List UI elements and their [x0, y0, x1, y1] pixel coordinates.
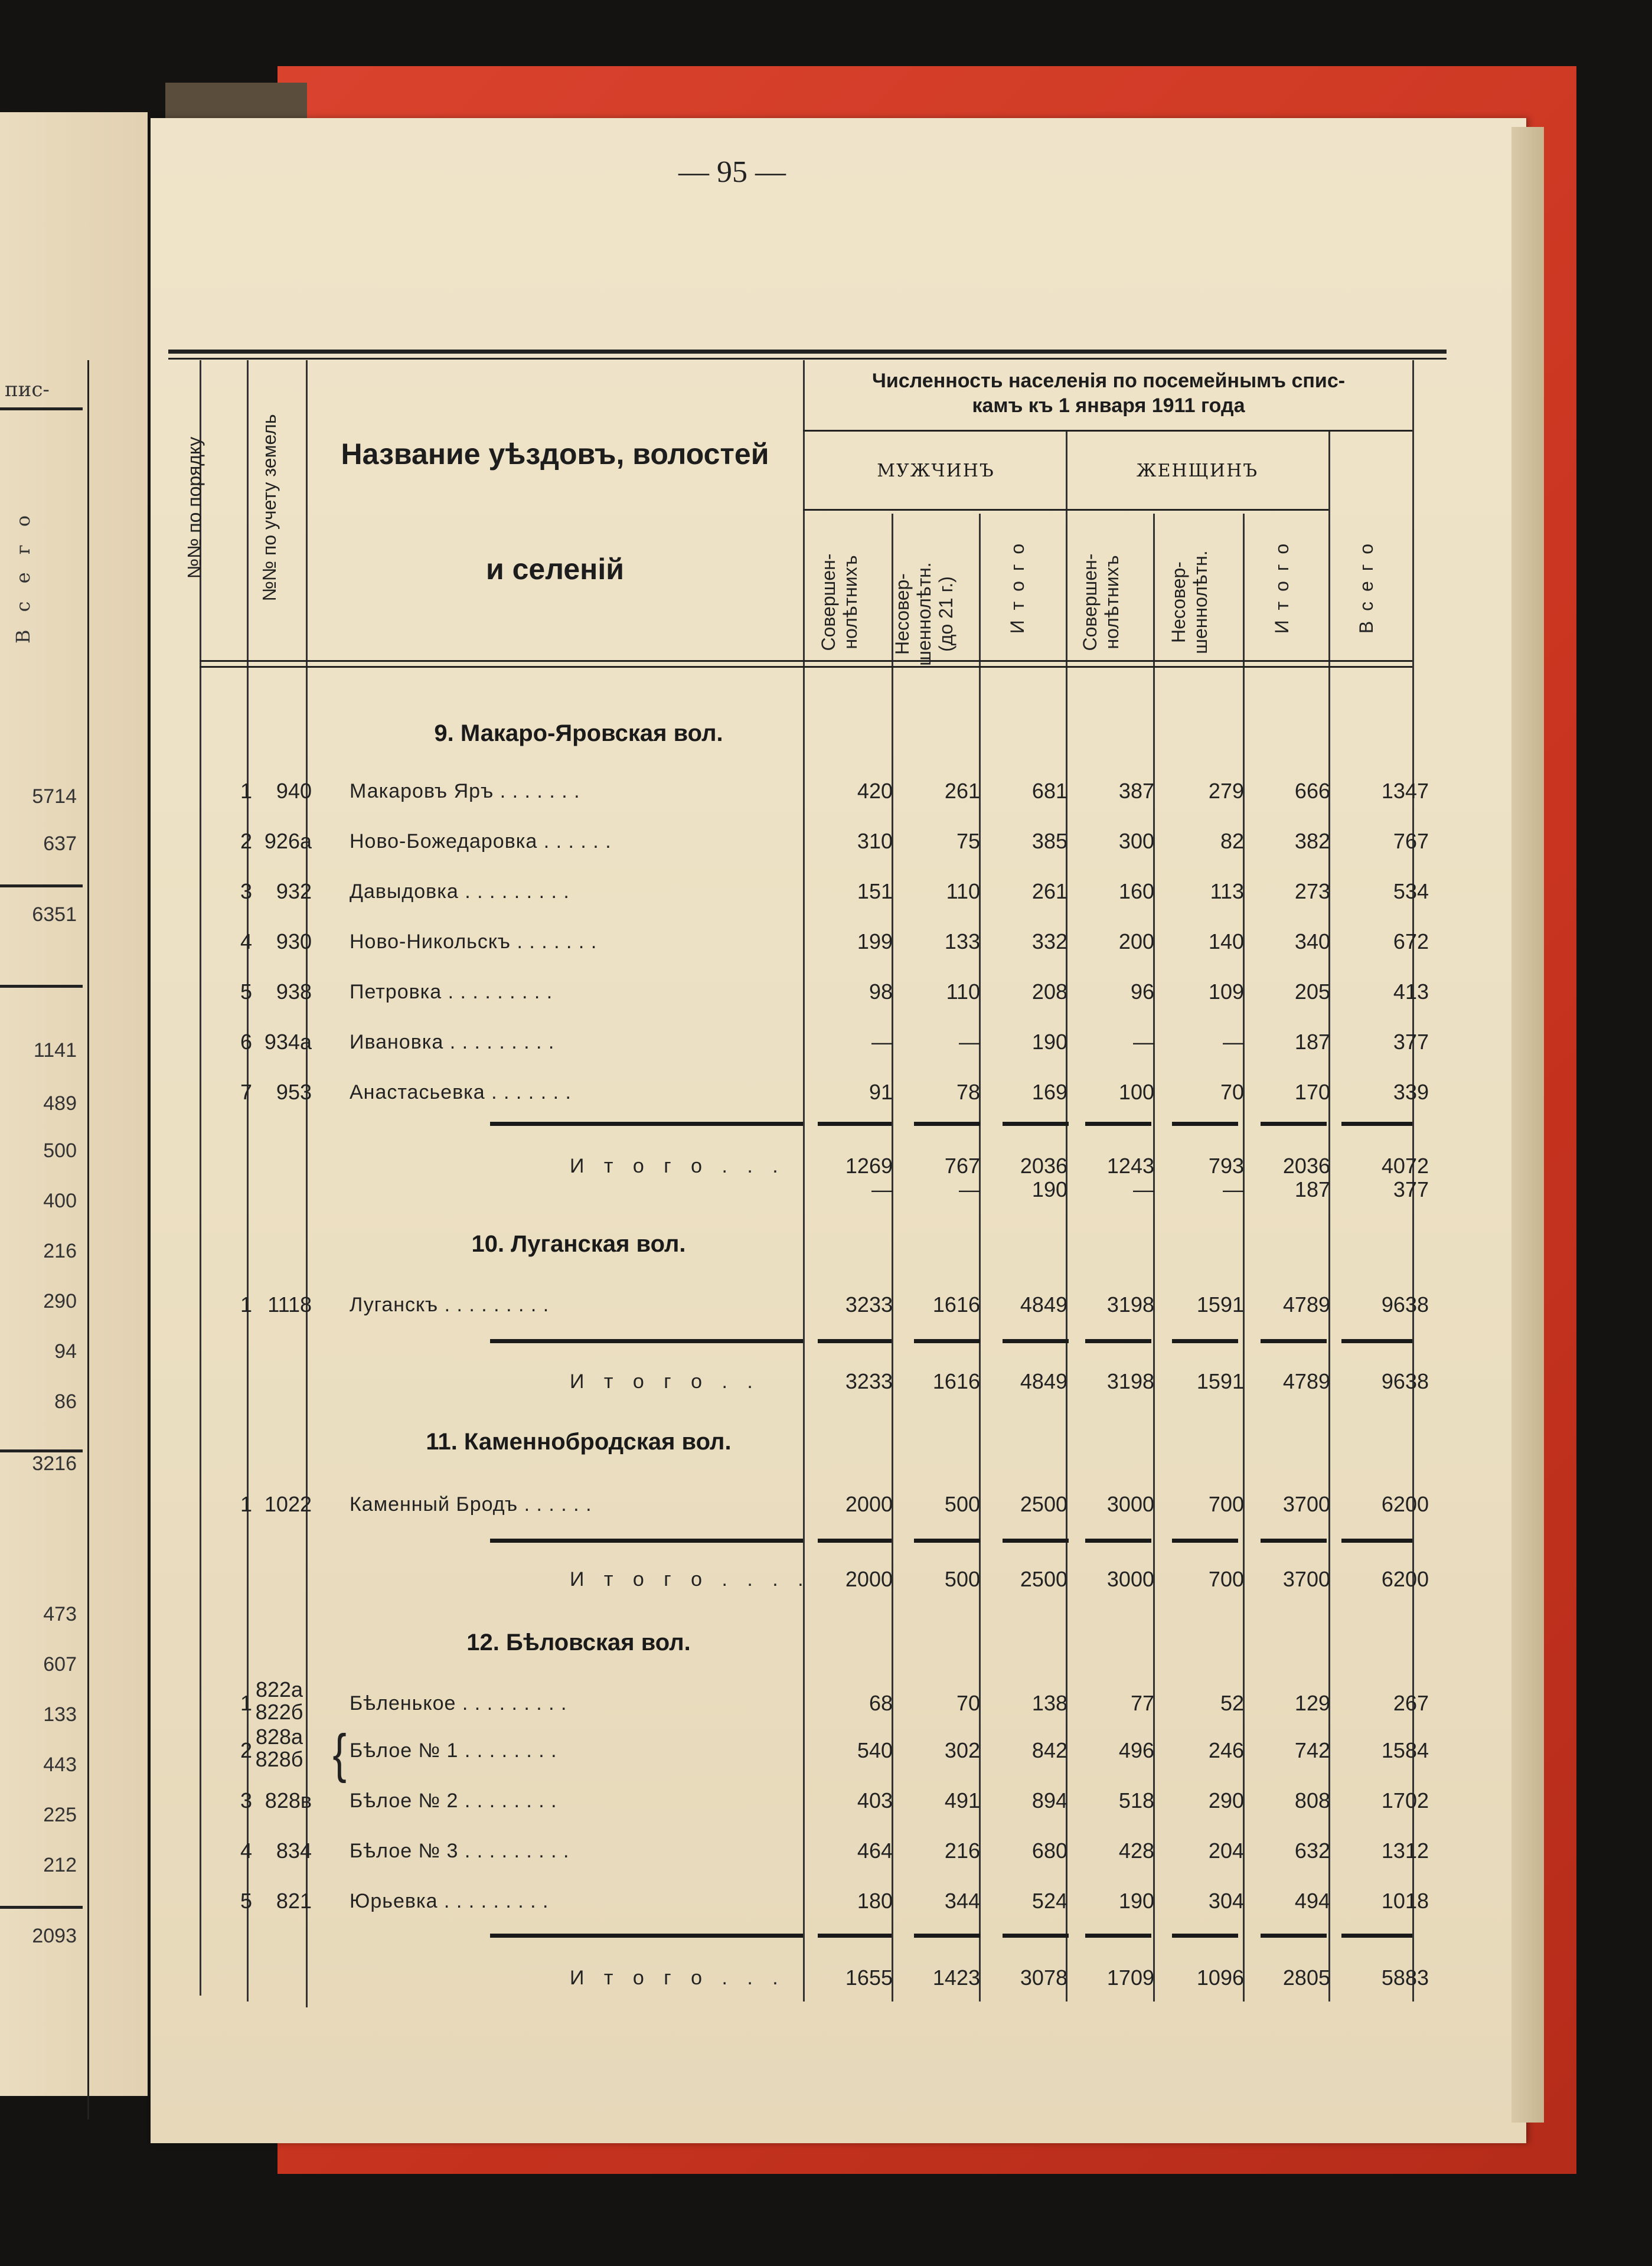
- value-cell: —: [871, 1030, 893, 1054]
- value-cell: 6200: [1381, 1567, 1429, 1591]
- value-cell: 1709: [1106, 1965, 1154, 1990]
- settlement-name: Анастасьевка . . . . . . .: [350, 1081, 572, 1103]
- total-rule: [1261, 1934, 1327, 1938]
- value-cell: 496: [1118, 1738, 1154, 1762]
- total-rule: [1003, 1122, 1069, 1126]
- value-cell: 1702: [1381, 1788, 1429, 1813]
- value-cell: 524: [1031, 1889, 1067, 1913]
- value-cell: —: [1133, 1177, 1154, 1201]
- value-cell: 4789: [1282, 1292, 1330, 1317]
- row-order-number: 5: [240, 979, 252, 1004]
- value-cell: 1243: [1106, 1154, 1154, 1178]
- settlement-name: Ново-Божедаровка . . . . . .: [350, 830, 612, 853]
- left-page-number: 489: [43, 1092, 77, 1115]
- total-rule: [1172, 1122, 1238, 1126]
- total-rule: [1261, 1339, 1327, 1343]
- value-cell: 109: [1208, 979, 1244, 1004]
- value-cell: 96: [1130, 979, 1154, 1004]
- section-title: 10. Луганская вол.: [471, 1231, 686, 1257]
- value-cell: 91: [869, 1080, 893, 1104]
- header-women-minors: Несовер- шеннолѣтн.: [1168, 550, 1211, 654]
- value-cell: 302: [944, 1738, 980, 1762]
- value-cell: 77: [1130, 1691, 1154, 1715]
- row-land-number: 822а 822б: [255, 1677, 303, 1724]
- header-name-line2: и селеній: [486, 553, 624, 586]
- header-men-total: И т о г о: [1007, 541, 1028, 634]
- col-divider: [979, 514, 981, 2001]
- value-cell: 377: [1393, 1177, 1429, 1201]
- value-cell: 1616: [932, 1369, 980, 1393]
- value-cell: 382: [1294, 829, 1330, 853]
- total-rule: [1341, 1934, 1412, 1938]
- value-cell: 672: [1393, 929, 1429, 954]
- value-cell: 2500: [1020, 1492, 1067, 1516]
- value-cell: 793: [1208, 1154, 1244, 1178]
- total-rule: [1003, 1339, 1069, 1343]
- row-land-number: 828а 828б: [255, 1725, 303, 1771]
- value-cell: 98: [869, 979, 893, 1004]
- value-cell: 2805: [1282, 1965, 1330, 1990]
- row-land-number: 930: [276, 929, 312, 954]
- value-cell: 279: [1208, 779, 1244, 803]
- row-land-number: 932: [276, 879, 312, 903]
- left-page-number: 607: [43, 1653, 77, 1676]
- row-land-number: 940: [276, 779, 312, 803]
- value-cell: 2036: [1020, 1154, 1067, 1178]
- value-cell: 187: [1294, 1177, 1330, 1201]
- value-cell: 169: [1031, 1080, 1067, 1104]
- total-rule: [818, 1122, 892, 1126]
- row-land-number: 938: [276, 979, 312, 1004]
- row-order-number: 6: [240, 1030, 252, 1054]
- left-page-number: 1141: [33, 1039, 77, 1062]
- value-cell: 190: [1031, 1177, 1067, 1201]
- total-rule: [490, 1539, 803, 1543]
- value-cell: 500: [944, 1567, 980, 1591]
- left-page-vertical-header: В с е г о: [12, 509, 34, 644]
- value-cell: 500: [944, 1492, 980, 1516]
- value-cell: 82: [1220, 829, 1244, 853]
- value-cell: 261: [944, 779, 980, 803]
- value-cell: —: [1133, 1030, 1154, 1054]
- total-rule: [490, 1934, 803, 1938]
- value-cell: 246: [1208, 1738, 1244, 1762]
- total-rule: [818, 1934, 892, 1938]
- row-land-number: 821: [276, 1889, 312, 1913]
- header-women: ЖЕНЩИНЪ: [1136, 461, 1259, 481]
- value-cell: 1096: [1196, 1965, 1244, 1990]
- value-cell: 133: [944, 929, 980, 954]
- value-cell: 742: [1294, 1738, 1330, 1762]
- value-cell: 3000: [1106, 1492, 1154, 1516]
- header-men-minors: Несовер- шеннолѣтн. (до 21 г.): [892, 562, 956, 666]
- total-rule: [1341, 1339, 1412, 1343]
- settlement-name: Бѣлое № 2 . . . . . . . .: [350, 1790, 557, 1812]
- total-rule: [914, 1339, 980, 1343]
- value-cell: 403: [857, 1788, 893, 1813]
- value-cell: 632: [1294, 1839, 1330, 1863]
- settlement-name: Бѣленькое . . . . . . . . .: [350, 1692, 567, 1715]
- left-page-number: 500: [43, 1139, 77, 1162]
- value-cell: —: [1223, 1177, 1244, 1201]
- left-page-number: 290: [43, 1290, 77, 1312]
- value-cell: 3233: [845, 1292, 893, 1317]
- value-cell: 340: [1294, 929, 1330, 954]
- value-cell: 344: [944, 1889, 980, 1913]
- value-cell: 420: [857, 779, 893, 803]
- left-page-number: 3216: [32, 1452, 77, 1475]
- left-page-number: 2093: [32, 1925, 77, 1947]
- value-cell: 1312: [1381, 1839, 1429, 1863]
- row-land-number: 834: [276, 1839, 312, 1863]
- value-cell: 170: [1294, 1080, 1330, 1104]
- left-page-number: 216: [43, 1240, 77, 1262]
- value-cell: 1269: [845, 1154, 893, 1178]
- header-men-adults: Совершен- нолѣтнихъ: [818, 553, 861, 651]
- value-cell: 52: [1220, 1691, 1244, 1715]
- left-page-header-fragment: пис-: [5, 378, 50, 401]
- left-page-number: 94: [54, 1340, 77, 1363]
- value-cell: 100: [1118, 1080, 1154, 1104]
- row-order-number: 2: [240, 829, 252, 853]
- header-rule: [803, 509, 1328, 511]
- value-cell: 138: [1031, 1691, 1067, 1715]
- row-order-number: 1: [240, 779, 252, 803]
- left-page-number: 86: [54, 1390, 77, 1413]
- total-rule: [1341, 1539, 1412, 1543]
- total-rule: [818, 1539, 892, 1543]
- value-cell: 129: [1294, 1691, 1330, 1715]
- total-rule: [1003, 1539, 1069, 1543]
- value-cell: 304: [1208, 1889, 1244, 1913]
- value-cell: —: [959, 1030, 980, 1054]
- value-cell: 3000: [1106, 1567, 1154, 1591]
- header-order-number: №№ по порядку: [184, 436, 205, 579]
- total-rule: [490, 1339, 803, 1343]
- value-cell: 113: [1210, 879, 1244, 903]
- total-rule: [1003, 1934, 1069, 1938]
- header-land-number: №№ по учету земель: [259, 414, 280, 602]
- value-cell: 267: [1393, 1691, 1429, 1715]
- row-order-number: 1: [240, 1492, 252, 1516]
- total-rule: [1341, 1122, 1412, 1126]
- value-cell: 3078: [1020, 1965, 1067, 1990]
- header-population-line2: камъ къ 1 января 1911 года: [972, 394, 1245, 417]
- value-cell: 1591: [1196, 1369, 1244, 1393]
- value-cell: 70: [1220, 1080, 1244, 1104]
- value-cell: 4789: [1282, 1369, 1330, 1393]
- table-top-rule-thin: [168, 358, 1447, 360]
- value-cell: 428: [1118, 1839, 1154, 1863]
- value-cell: 151: [857, 879, 893, 903]
- total-rule: [1261, 1122, 1327, 1126]
- total-rule: [914, 1122, 980, 1126]
- itogo-label: И т о г о . .: [570, 1370, 760, 1393]
- value-cell: 2000: [845, 1492, 893, 1516]
- value-cell: 9638: [1381, 1292, 1429, 1317]
- value-cell: 3700: [1282, 1567, 1330, 1591]
- value-cell: 208: [1031, 979, 1067, 1004]
- value-cell: 190: [1118, 1889, 1154, 1913]
- value-cell: 534: [1393, 879, 1429, 903]
- settlement-name: Давыдовка . . . . . . . . .: [350, 880, 570, 903]
- total-rule: [1085, 1934, 1151, 1938]
- value-cell: 216: [944, 1839, 980, 1863]
- value-cell: 75: [956, 829, 980, 853]
- value-cell: 199: [857, 929, 893, 954]
- left-page-number: 5714: [32, 785, 77, 808]
- value-cell: 518: [1118, 1788, 1154, 1813]
- total-rule: [818, 1339, 892, 1343]
- value-cell: 3198: [1106, 1292, 1154, 1317]
- value-cell: 1347: [1381, 779, 1429, 803]
- value-cell: 9638: [1381, 1369, 1429, 1393]
- left-page-number: 400: [43, 1190, 77, 1212]
- value-cell: 273: [1294, 879, 1330, 903]
- total-rule: [1085, 1339, 1151, 1343]
- section-title: 11. Каменнобродская вол.: [426, 1429, 732, 1455]
- left-page-number: 637: [43, 832, 77, 855]
- value-cell: 4849: [1020, 1292, 1067, 1317]
- row-land-number: 953: [276, 1080, 312, 1104]
- table-top-rule: [168, 350, 1447, 354]
- value-cell: 2000: [845, 1567, 893, 1591]
- header-men: МУЖЧИНЪ: [877, 461, 995, 481]
- value-cell: 4849: [1020, 1369, 1067, 1393]
- value-cell: 339: [1393, 1080, 1429, 1104]
- value-cell: —: [1223, 1030, 1244, 1054]
- header-women-total: И т о г о: [1271, 541, 1292, 634]
- value-cell: 1423: [932, 1965, 980, 1990]
- header-women-adults: Совершен- нолѣтнихъ: [1079, 553, 1122, 651]
- value-cell: 204: [1208, 1839, 1244, 1863]
- value-cell: 1584: [1381, 1738, 1429, 1762]
- value-cell: 5883: [1381, 1965, 1429, 1990]
- value-cell: 190: [1031, 1030, 1067, 1054]
- value-cell: 1018: [1381, 1889, 1429, 1913]
- total-rule: [1172, 1339, 1238, 1343]
- value-cell: 180: [857, 1889, 893, 1913]
- header-grand-total: В с е г о: [1356, 541, 1377, 634]
- value-cell: 70: [956, 1691, 980, 1715]
- section-title: 9. Макаро-Яровская вол.: [434, 720, 723, 746]
- row-order-number: 1: [240, 1292, 252, 1317]
- value-cell: 140: [1208, 929, 1244, 954]
- row-order-number: 5: [240, 1889, 252, 1913]
- total-rule: [1172, 1539, 1238, 1543]
- row-land-number: 828в: [265, 1788, 312, 1813]
- itogo-label: И т о г о . . .: [570, 1967, 785, 1989]
- value-cell: 187: [1294, 1030, 1330, 1054]
- value-cell: 377: [1393, 1030, 1429, 1054]
- value-cell: 681: [1031, 779, 1067, 803]
- value-cell: 413: [1393, 979, 1429, 1004]
- total-rule: [1172, 1934, 1238, 1938]
- value-cell: 767: [1393, 829, 1429, 853]
- total-rule: [1261, 1539, 1327, 1543]
- value-cell: 3233: [845, 1369, 893, 1393]
- total-rule: [1085, 1122, 1151, 1126]
- header-name-line1: Название уѣздовъ, волостей: [341, 437, 769, 471]
- left-page-number: 443: [43, 1754, 77, 1776]
- value-cell: —: [959, 1177, 980, 1201]
- value-cell: 540: [857, 1738, 893, 1762]
- value-cell: 205: [1294, 979, 1330, 1004]
- value-cell: 767: [944, 1154, 980, 1178]
- header-rule: [803, 430, 1412, 432]
- total-rule: [490, 1122, 803, 1126]
- value-cell: 78: [956, 1080, 980, 1104]
- value-cell: 894: [1031, 1788, 1067, 1813]
- value-cell: 1591: [1196, 1292, 1244, 1317]
- value-cell: 1655: [845, 1965, 893, 1990]
- settlement-name: Бѣлое № 1 . . . . . . . .: [350, 1739, 557, 1762]
- value-cell: 494: [1294, 1889, 1330, 1913]
- value-cell: 808: [1294, 1788, 1330, 1813]
- page-number: — 95 —: [678, 155, 786, 189]
- value-cell: 666: [1294, 779, 1330, 803]
- settlement-name: Луганскъ . . . . . . . . .: [350, 1294, 550, 1316]
- row-land-number: 1118: [267, 1292, 312, 1317]
- left-page-number: 473: [43, 1603, 77, 1625]
- settlement-name: Юрьевка . . . . . . . . .: [350, 1890, 549, 1912]
- row-order-number: 4: [240, 1839, 252, 1863]
- header-bottom-rule: [200, 660, 1412, 662]
- value-cell: 700: [1208, 1492, 1244, 1516]
- value-cell: 4072: [1381, 1154, 1429, 1178]
- value-cell: —: [871, 1177, 893, 1201]
- left-page-number: 212: [43, 1854, 77, 1876]
- value-cell: 68: [869, 1691, 893, 1715]
- value-cell: 261: [1031, 879, 1067, 903]
- value-cell: 6200: [1381, 1492, 1429, 1516]
- value-cell: 310: [857, 829, 893, 853]
- row-land-number: 934а: [264, 1030, 312, 1054]
- settlement-name: Бѣлое № 3 . . . . . . . . .: [350, 1840, 570, 1862]
- value-cell: 385: [1031, 829, 1067, 853]
- settlement-name: Каменный Бродъ . . . . . .: [350, 1493, 592, 1516]
- value-cell: 332: [1031, 929, 1067, 954]
- settlement-name: Макаровъ Яръ . . . . . . .: [350, 780, 580, 802]
- col-divider: [1243, 514, 1245, 2001]
- value-cell: 2036: [1282, 1154, 1330, 1178]
- header-bottom-rule-thin: [200, 666, 1412, 668]
- value-cell: 160: [1118, 879, 1154, 903]
- row-order-number: 7: [240, 1080, 252, 1104]
- value-cell: 200: [1118, 929, 1154, 954]
- itogo-label: И т о г о . . .: [570, 1155, 785, 1177]
- left-page-number: 6351: [32, 903, 77, 926]
- value-cell: 464: [857, 1839, 893, 1863]
- value-cell: 290: [1208, 1788, 1244, 1813]
- value-cell: 2500: [1020, 1567, 1067, 1591]
- settlement-name: Петровка . . . . . . . . .: [350, 981, 553, 1003]
- total-rule: [1085, 1539, 1151, 1543]
- settlement-name: Ивановка . . . . . . . . .: [350, 1031, 555, 1053]
- grouping-brace: }: [332, 1723, 347, 1784]
- row-order-number: 1: [240, 1691, 252, 1715]
- col-divider: [892, 514, 893, 2001]
- value-cell: 300: [1118, 829, 1154, 853]
- row-land-number: 926а: [264, 829, 312, 853]
- value-cell: 110: [946, 979, 980, 1004]
- value-cell: 1616: [932, 1292, 980, 1317]
- value-cell: 387: [1118, 779, 1154, 803]
- value-cell: 3198: [1106, 1369, 1154, 1393]
- total-rule: [914, 1539, 980, 1543]
- value-cell: 700: [1208, 1567, 1244, 1591]
- value-cell: 680: [1031, 1839, 1067, 1863]
- row-order-number: 3: [240, 1788, 252, 1813]
- value-cell: 491: [944, 1788, 980, 1813]
- header-population-line1: Численность населенія по посемейнымъ спис-: [871, 370, 1346, 392]
- col-divider: [803, 360, 805, 2001]
- itogo-label: И т о г о . . . .: [570, 1568, 811, 1591]
- value-cell: 110: [946, 879, 980, 903]
- section-title: 12. Бѣловская вол.: [466, 1630, 691, 1656]
- settlement-name: Ново-Никольскъ . . . . . . .: [350, 930, 598, 953]
- value-cell: 842: [1031, 1738, 1067, 1762]
- col-divider: [200, 360, 201, 1996]
- value-cell: 3700: [1282, 1492, 1330, 1516]
- left-page-number: 133: [43, 1703, 77, 1726]
- row-order-number: 4: [240, 929, 252, 954]
- col-divider: [1153, 514, 1155, 2001]
- row-land-number: 1022: [264, 1492, 312, 1516]
- row-order-number: 3: [240, 879, 252, 903]
- row-order-number: 2: [240, 1738, 252, 1762]
- left-page-number: 225: [43, 1804, 77, 1826]
- total-rule: [914, 1934, 980, 1938]
